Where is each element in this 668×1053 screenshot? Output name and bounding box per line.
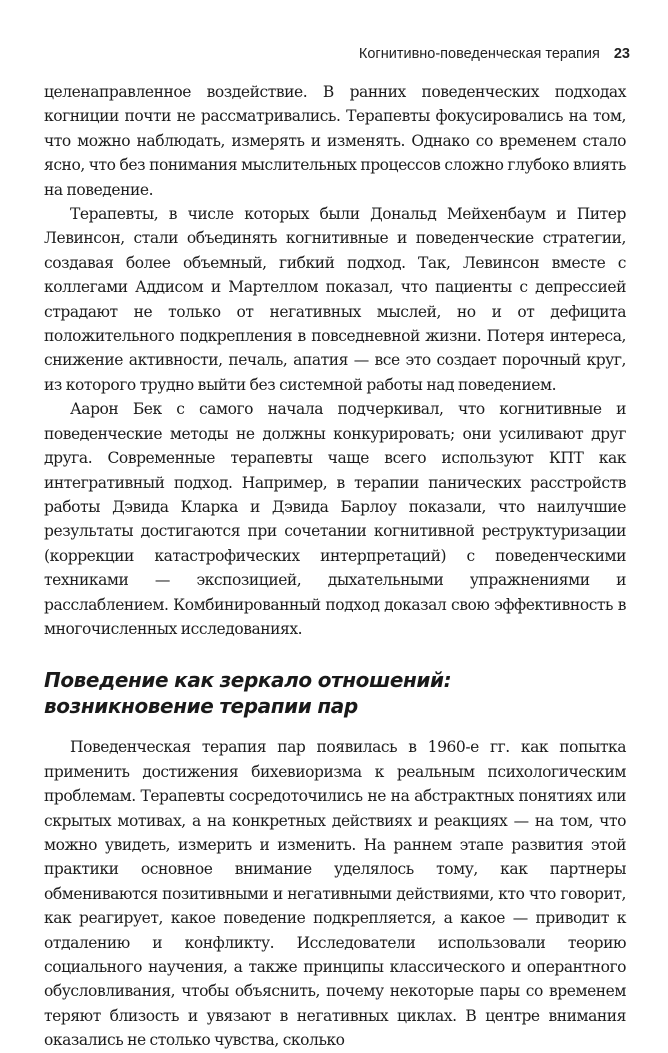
page-number: 23 — [613, 46, 630, 62]
section-heading: Поведение как зеркало отношений: возникновение терапии пар — [44, 668, 452, 719]
paragraph-continuation: целенаправленное воздействие. В ранних поведенческих подходах когниции почти не рассматривались. Терапевты фокусировались на том, что можно наблюдать, измерять и изменять. Однако со временем стало ясно, что без понимания мыслительных процессов сложно глубоко влиять на поведение. — [44, 83, 626, 199]
running-head-title: Когнитивно-поведенческая терапия — [358, 46, 600, 62]
paragraph-therapists: Терапевты, в числе которых были Дональд Мейхенбаум и Питер Левинсон, стали объединять когнитивные и поведенческие стратегии, создавая более объемный, гибкий подход. Так, Левинсон вместе с коллегами Аддисом и Мартеллом показал, что пациенты с депрессией страдают не только от негативных мыслей, но и от дефицита положительного подкрепления в повседневной жизни. Потеря интереса, снижение активности, печаль, апатия — все это создает порочный круг, из которого трудно выйти без системной работы над поведением. — [44, 205, 626, 394]
running-head — [359, 46, 630, 62]
paragraph-couples-therapy: Поведенческая терапия пар появилась в 1960-е гг. как попытка применить достижения бихевиоризма к реальным психологическим проблемам. Терапевты сосредоточились не на абстрактных понятиях или скрытых мотивах, а на конкретных действиях и реакциях — на том, что можно увидеть, измерить и изменить. На раннем этапе развития этой практики основное внимание уделялось тому, как партнеры обмениваются позитивными и негативными действиями, кто что говорит, как реагирует, какое поведение подкрепляется, а какое — приводит к отдалению и конфликту. Исследователи использовали теорию социального научения, а также принципы классического и оперантного обусловливания, чтобы объяснить, почему некоторые пары со временем теряют близость и увязают в негативных циклах. В центре внимания оказались не столько чувства, сколько — [44, 738, 626, 1050]
paragraph-beck: Аарон Бек с самого начала подчеркивал, что когнитивные и поведенческие методы не должны конкурировать; они усиливают друг друга. Современные терапевты чаще всего используют КПТ как интегративный подход. Например, в терапии панических расстройств работы Дэвида Кларка и Дэвида Барлоу показали, что наилучшие результаты достигаются при сочетании когнитивной реструктуризации (коррекции катастрофических интерпретаций) с поведенческими техниками — экспозицией, дыхательными упражнениями и расслаблением. Комбинированный подход доказал свою эффективность в многочисленных исследованиях. — [44, 400, 626, 638]
page-body — [44, 80, 626, 1053]
